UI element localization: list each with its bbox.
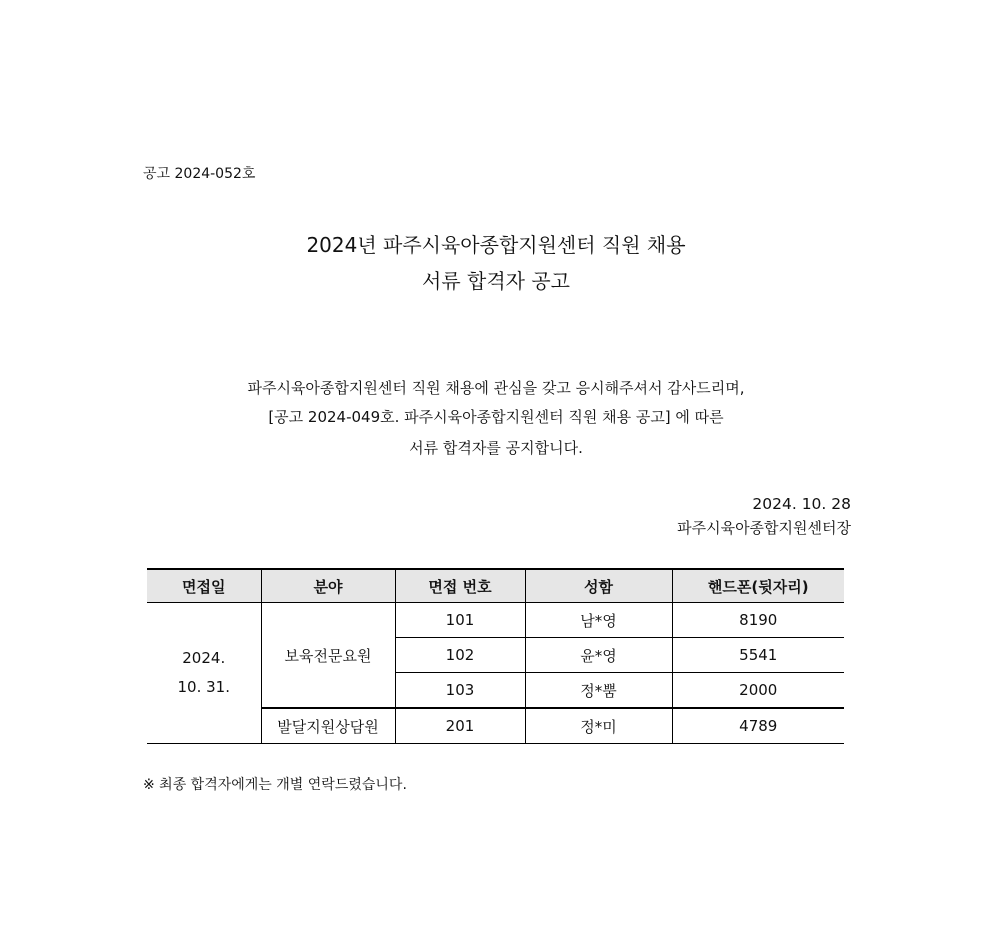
- interview-date-cell: [147, 603, 261, 744]
- header-name: 성함: [525, 569, 672, 603]
- phone-cell: 5541: [672, 638, 844, 673]
- name-cell: 윤*영: [525, 638, 672, 673]
- header-phone: 핸드폰(뒷자리): [672, 569, 844, 603]
- interview-number-cell: 201: [395, 708, 525, 744]
- phone-cell: 8190: [672, 603, 844, 638]
- body-text-line1: 파주시육아종합지원센터 직원 채용에 관심을 갖고 응시해주셔서 감사드리며,: [247, 379, 745, 397]
- table-row: [147, 603, 844, 638]
- document-title-line1: 2024년 파주시육아종합지원센터 직원 채용: [306, 233, 686, 257]
- phone-cell: 2000: [672, 673, 844, 709]
- body-text-line2: [공고 2024-049호. 파주시육아종합지원센터 직원 채용 공고] 에 따른: [268, 408, 724, 426]
- name-cell: 정*미: [525, 708, 672, 744]
- name-cell: 정*뿜: [525, 673, 672, 709]
- field-cell: 발달지원상담원: [261, 708, 395, 744]
- phone-cell: 4789: [672, 708, 844, 744]
- interview-date-line1: 2024.: [182, 649, 226, 667]
- footnote: ※ 최종 합격자에게는 개별 연락드렸습니다.: [143, 777, 407, 793]
- name-cell: 남*영: [525, 603, 672, 638]
- header-interview-date: 면접일: [147, 569, 261, 603]
- notice-number: 공고 2024-052호: [143, 166, 256, 182]
- interview-number-cell: 101: [395, 603, 525, 638]
- header-field: 분야: [261, 569, 395, 603]
- interview-number-cell: 103: [395, 673, 525, 709]
- body-text-line3: 서류 합격자를 공지합니다.: [409, 439, 583, 457]
- result-table: [147, 568, 844, 744]
- table-header-row: [147, 569, 844, 603]
- interview-number-cell: 102: [395, 638, 525, 673]
- document-title-line2: 서류 합격자 공고: [422, 269, 570, 293]
- announcement-date: 2024. 10. 28: [752, 495, 851, 513]
- issuer-name: 파주시육아종합지원센터장: [677, 519, 851, 537]
- field-cell: 보육전문요원: [261, 603, 395, 709]
- interview-date-line2: 10. 31.: [177, 678, 230, 696]
- header-interview-number: 면접 번호: [395, 569, 525, 603]
